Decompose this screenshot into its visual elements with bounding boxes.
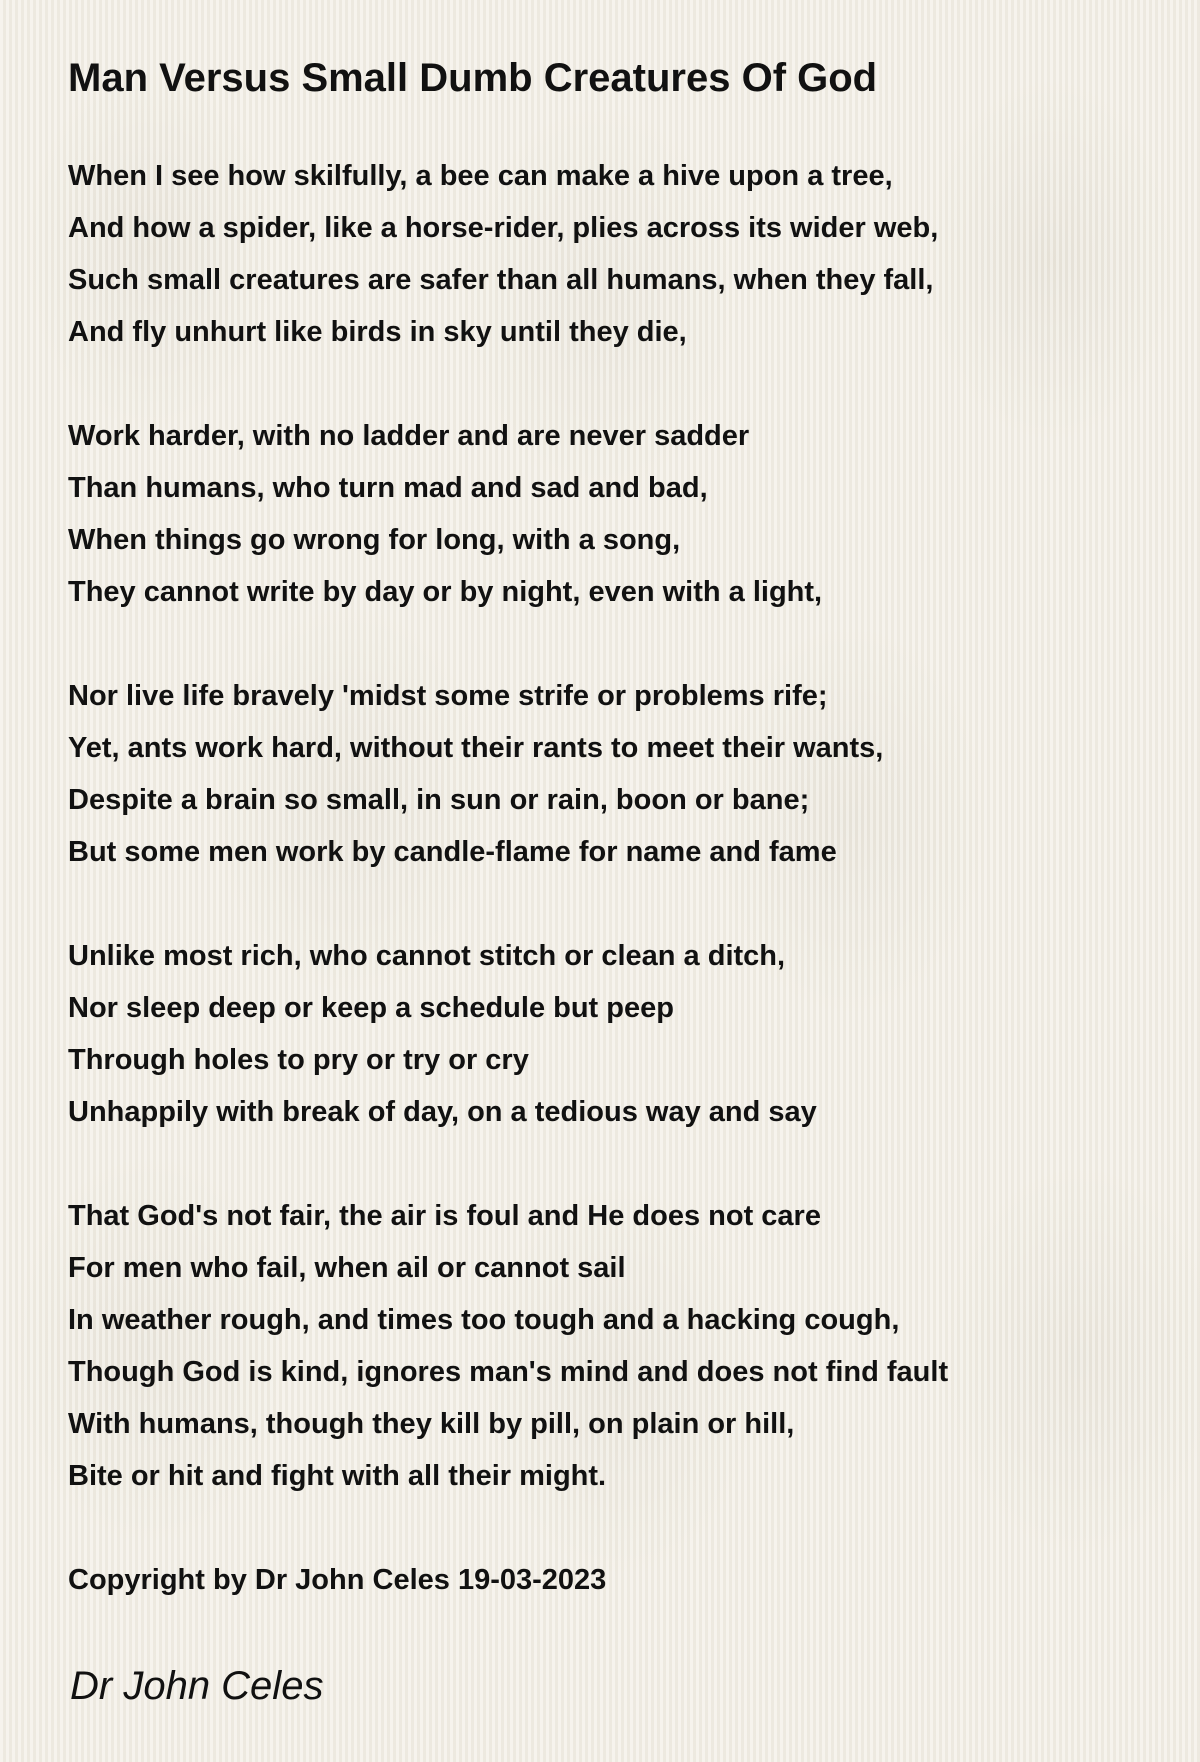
author-name: Dr John Celes (70, 1664, 324, 1708)
poem-line: Than humans, who turn mad and sad and bad, (68, 472, 708, 504)
poem-line: With humans, though they kill by pill, on plain or hill, (68, 1408, 795, 1440)
poem-line: Though God is kind, ignores man's mind and does not find fault (68, 1356, 949, 1388)
poem-line: They cannot write by day or by night, even with a light, (68, 576, 823, 608)
poem-body (68, 150, 1168, 1606)
poem-line: Unlike most rich, who cannot stitch or clean a ditch, (68, 940, 786, 972)
poem-line: When I see how skilfully, a bee can make a hive upon a tree, (68, 160, 893, 192)
poem-line: Unhappily with break of day, on a tedious way and say (68, 1096, 817, 1128)
poem-line: For men who fail, when ail or cannot sail (68, 1252, 626, 1284)
poem-line: Despite a brain so small, in sun or rain, boon or bane; (68, 784, 810, 816)
copyright-notice: Copyright by Dr John Celes 19-03-2023 (68, 1564, 607, 1596)
poem-line: Bite or hit and fight with all their might. (68, 1460, 607, 1492)
poem-line: That God's not fair, the air is foul and He does not care (68, 1200, 821, 1232)
poem-line: Nor sleep deep or keep a schedule but peep (68, 992, 674, 1024)
stanza (68, 410, 1168, 618)
poem-line: In weather rough, and times too tough and a hacking cough, (68, 1304, 900, 1336)
poem-line: Nor live life bravely 'midst some strife or problems rife; (68, 680, 828, 712)
poem-line: Yet, ants work hard, without their rants to meet their wants, (68, 732, 884, 764)
stanza (68, 930, 1168, 1138)
poem-line: And how a spider, like a horse-rider, plies across its wider web, (68, 212, 939, 244)
poem-line: And fly unhurt like birds in sky until they die, (68, 316, 687, 348)
poem-line: Through holes to pry or try or cry (68, 1044, 529, 1076)
stanza (68, 670, 1168, 878)
stanza (68, 150, 1168, 358)
poem-line: Such small creatures are safer than all humans, when they fall, (68, 264, 934, 296)
poem-line: When things go wrong for long, with a song, (68, 524, 681, 556)
poem-line: Work harder, with no ladder and are never sadder (68, 420, 750, 452)
stanza (68, 1190, 1168, 1502)
poem-title: Man Versus Small Dumb Creatures Of God (68, 56, 878, 100)
poem-line: But some men work by candle-flame for name and fame (68, 836, 837, 868)
